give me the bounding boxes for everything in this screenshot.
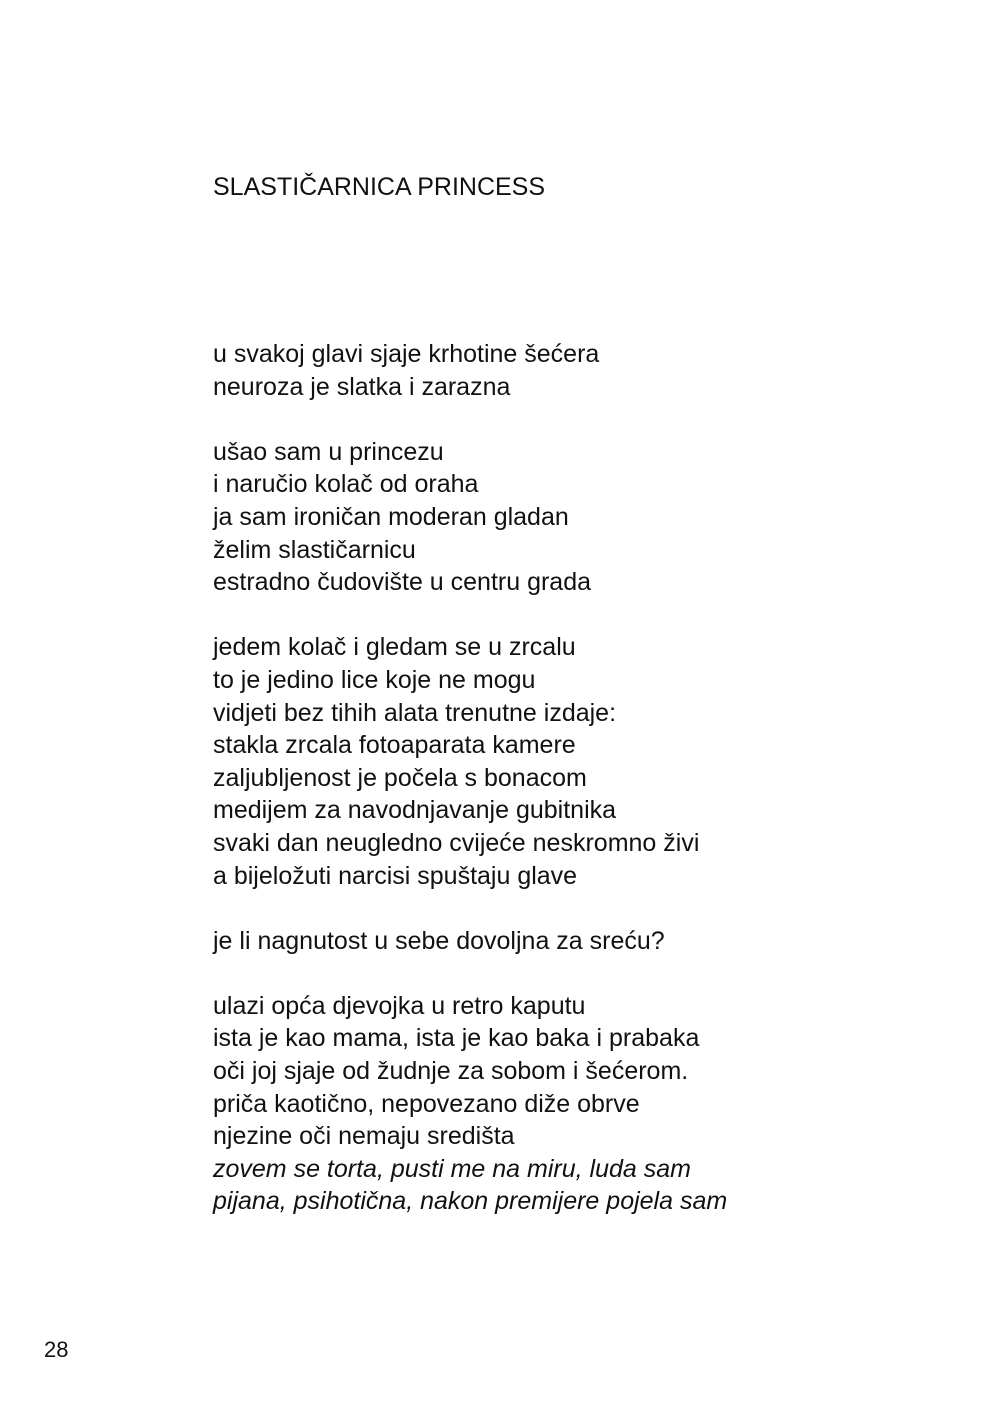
- poem-line: jedem kolač i gledam se u zrcalu: [213, 633, 576, 662]
- poem-line: njezine oči nemaju središta: [213, 1122, 515, 1151]
- stanza-3: [213, 631, 913, 892]
- stanza-1: [213, 338, 913, 403]
- poem-title: SLASTIČARNICA PRINCESS: [213, 173, 546, 201]
- poem-line: ja sam ironičan moderan gladan: [213, 502, 569, 531]
- poem-line: u svakoj glavi sjaje krhotine šećera: [213, 340, 600, 368]
- poem-line: estradno čudovište u centru grada: [213, 568, 592, 597]
- poem-line: to je jedino lice koje ne mogu: [213, 665, 536, 694]
- poem-line: vidjeti bez tihih alata trenutne izdaje:: [213, 698, 617, 727]
- poem-line-italic: pijana, psihotična, nakon premijere pojela sam: [213, 1187, 728, 1216]
- poem-line: svaki dan neugledno cvijeće neskromno živi: [213, 828, 700, 857]
- poem-line: ušao sam u princezu: [213, 437, 444, 466]
- poem-body: [213, 338, 913, 1251]
- poem-line: je li nagnutost u sebe dovoljna za sreću?: [213, 926, 665, 955]
- stanza-2: [213, 436, 913, 599]
- poem-line: medijem za navodnjavanje gubitnika: [213, 796, 617, 825]
- stanza-5: [213, 990, 913, 1218]
- poem-line: priča kaotično, nepovezano diže obrve: [213, 1089, 640, 1118]
- poem-line: zaljubljenost je počela s bonacom: [213, 763, 587, 792]
- poem-line-italic: zovem se torta, pusti me na miru, luda sam: [213, 1154, 691, 1183]
- poem-line: stakla zrcala fotoaparata kamere: [213, 731, 576, 760]
- poem-line: želim slastičarnicu: [213, 535, 416, 564]
- poem-line: ista je kao mama, ista je kao baka i prabaka: [213, 1024, 700, 1053]
- poem-line: ulazi opća djevojka u retro kaputu: [213, 991, 586, 1020]
- poem-line: neuroza je slatka i zarazna: [213, 372, 511, 401]
- page-number: 28: [44, 1337, 69, 1362]
- poem-line: oči joj sjaje od žudnje za sobom i šećerom.: [213, 1057, 689, 1086]
- poem-line: i naručio kolač od oraha: [213, 470, 479, 499]
- stanza-4: [213, 925, 913, 958]
- poem-line: a bijeložuti narcisi spuštaju glave: [213, 861, 578, 890]
